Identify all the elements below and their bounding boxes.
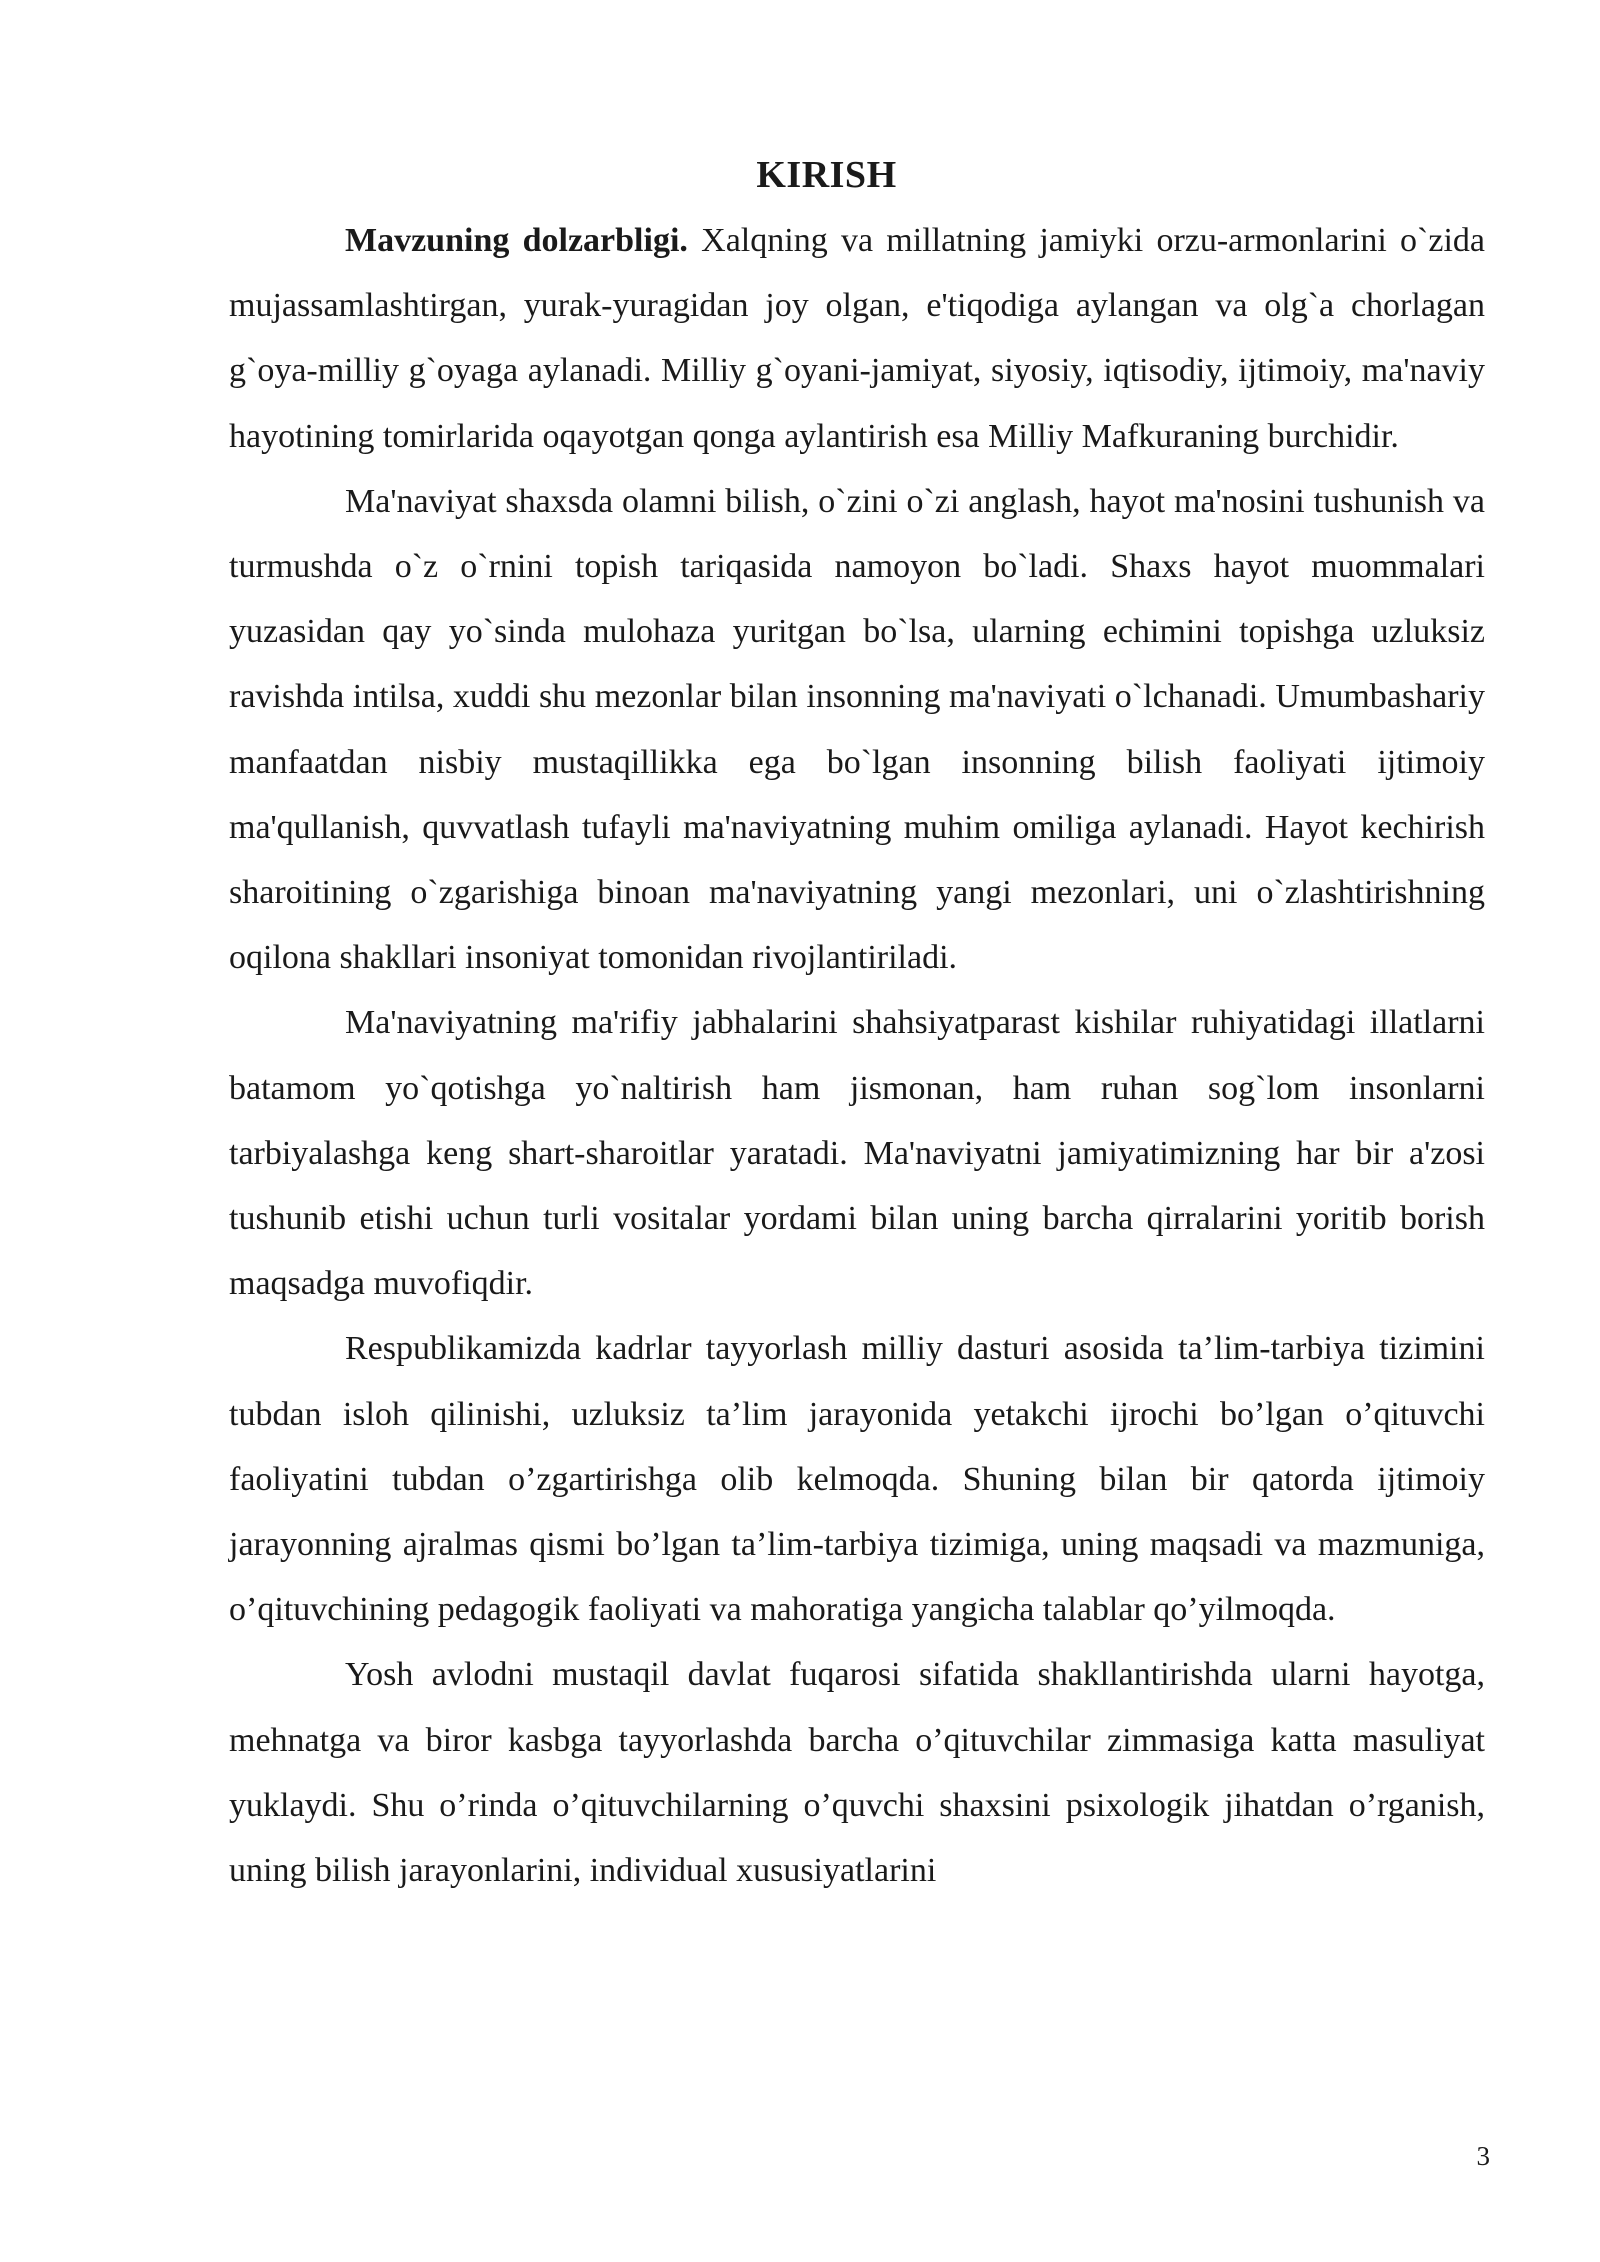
paragraph: Respublikamizda kadrlar tayyorlash milliy dasturi asosida ta’lim-tarbiya tizimini tubdan isloh qilinishi, uzluksiz ta’lim jarayonida yetakchi ijrochi bo’lgan o’qituvchi faoliyatini tubdan o’zgartirishga olib kelmoqda. Shuning bilan bir qatorda ijtimoiy jarayonning ajralmas qismi bo’lgan ta’lim-tarbiya tizimiga, uning maqsadi va mazmuniga, o’qituvchining pedagogik faoliyati va mahoratiga yangicha talablar qo’yilmoqda. xyxy=(229,1330,1485,1629)
paragraph: Ma'naviyat shaxsda olamni bilish, o`zini o`zi anglash, hayot ma'nosini tushunish va turmushda o`z o`rnini topish tariqasida namoyon bo`ladi. Shaxs hayot muommalari yuzasidan qay yo`sinda mulohaza yuritgan bo`lsa, ularning echimini topishga uzluksiz ravishda intilsa, xuddi shu mezonlar bilan insonning ma'naviyati o`lchanadi. Umumbashariy manfaatdan nisbiy mustaqillikka ega bo`lgan insonning bilish faoliyati ijtimoiy ma'qullanish, quvvatlash tufayli ma'naviyatning muhim omiliga aylanadi. Hayot kechirish sharoitining o`zgarishiga binoan ma'naviyatning yangi mezonlari, uni o`zlashtirishning oqilona shakllari insoniyat tomonidan rivojlantiriladi. xyxy=(229,482,1485,977)
paragraph-text: Xalqning va millatning jamiyki orzu-armonlarini o`zida mujassamlashtirgan, yurak-yuragidan joy olgan, e'tiqodiga aylangan va olg`a chorlagan g`oya-milliy g`oyaga aylanadi. Milliy g`oyani-jamiyat, siyosiy, iqtisodiy, ijtimoiy, ma'naviy hayotining tomirlarida oqayotgan qonga aylantirish esa Milliy Mafkuraning burchidir. xyxy=(229,222,1486,455)
body-text xyxy=(229,208,1485,1903)
paragraph: Ma'naviyatning ma'rifiy jabhalarini shahsiyatparast kishilar ruhiyatidagi illatlarni batamom yo`qotishga yo`naltirish ham jismonan, ham ruhan sog`lom insonlarni tarbiyalashga keng shart-sharoitlar yaratadi. Ma'naviyatni jamiyatimizning har bir a'zosi tushunib etishi uchun turli vositalar yordami bilan uning barcha qirralarini yoritib borish maqsadga muvofiqdir. xyxy=(229,1004,1485,1303)
paragraph-lead: Mavzuning dolzarbligi. xyxy=(345,222,688,259)
section-heading: KIRISH xyxy=(756,154,897,196)
paragraph-relevance xyxy=(229,208,1485,469)
paragraph: Yosh avlodni mustaqil davlat fuqarosi sifatida shakllantirishda ularni hayotga, mehnatga va biror kasbga tayyorlashda barcha o’qituvchilar zimmasiga katta masuliyat yuklaydi. Shu o’rinda o’qituvchilarning o’quvchi shaxsini psixologik jihatdan o’rganish, uning bilish jarayonlarini, individual xususiyatlarini xyxy=(229,1656,1485,1890)
page-number: 3 xyxy=(1476,2141,1490,2171)
